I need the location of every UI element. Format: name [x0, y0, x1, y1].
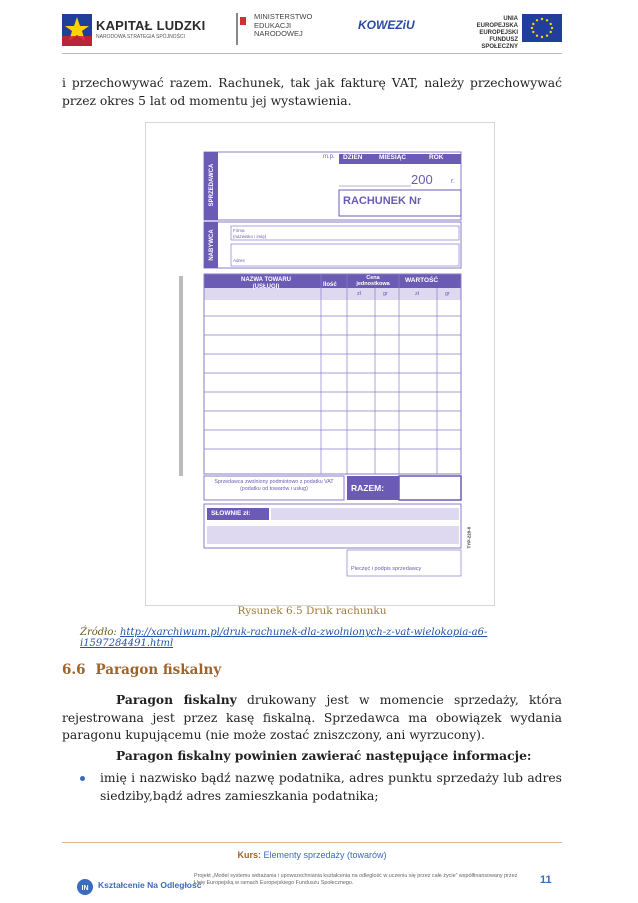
column-wartosc: WARTOŚĆ: [405, 277, 439, 284]
ministry-emblem-icon: [228, 13, 250, 45]
source-label: Źródło:: [80, 627, 120, 638]
kapital-ludzki-logo: [62, 12, 212, 48]
eu-text: UNIA EUROPEJSKA EUROPEJSKI FUNDUSZ SPOŁECZNY: [476, 16, 518, 50]
slownie-label: SŁOWNIE zł:: [211, 510, 251, 517]
wartosc-zl: zł: [415, 291, 419, 297]
logo-title: KAPITAŁ LUDZKI: [96, 18, 206, 33]
nazwisko-label: (nazwisko i imię): [233, 234, 267, 239]
project-note: Projekt „Model systemu wdrażania i upowszechniania kształcenia na odległość w uczeniu się przez całe życie” współfinansowany przez Unię Europejską w ramach Europejskiego Funduszu Społecznego.: [194, 873, 518, 886]
paragraph-3: Paragon fiskalny powinien zawierać następujące informacje:: [116, 748, 532, 763]
typ-label: TYP-220-6: [466, 526, 472, 549]
year-suffix: r.: [451, 178, 455, 185]
nabywca-label: NABYWCA: [209, 229, 215, 261]
cena-gr: gr: [383, 291, 388, 297]
kapital-ludzki-icon: [62, 14, 92, 46]
figure-source: [80, 627, 570, 649]
section-title: Paragon fiskalny: [95, 662, 222, 678]
koweziu-text: KOWEZiU: [358, 18, 415, 32]
paragraph-2: [62, 691, 562, 745]
rachunek-title: RACHUNEK Nr: [343, 195, 422, 207]
section-heading: [62, 662, 221, 678]
zwolniony-text: Sprzedawca zwolniony podmiotowo z podatku VAT (podatku od towarów i usług): [214, 479, 334, 492]
cena-zl: zł: [357, 291, 361, 297]
course-label-key: Kurs:: [237, 850, 261, 860]
firma-label: Firma: [233, 228, 245, 233]
ministry-name: MINISTERSTWO EDUKACJI NARODOWEJ: [254, 12, 313, 39]
course-label: [62, 850, 562, 860]
footer-logo: [76, 874, 202, 900]
footer-divider: [62, 842, 562, 843]
ministerstwo-logo: [228, 13, 338, 45]
year-prefix: 200: [411, 172, 433, 187]
source-link[interactable]: http://xarchiwum.pl/druk-rachunek-dla-zwolnionych-z-vat-wielokopia-a6-i1597284491.html: [80, 627, 488, 649]
column-ilosc: Ilość: [323, 282, 337, 288]
paragraph-1: i przechowywać razem. Rachunek, tak jak fakturę VAT, należy przechowywać przez okres 5 lat od momentu jej wystawienia.: [62, 76, 562, 108]
figure-caption: Rysunek 6.5 Druk rachunku: [237, 605, 387, 617]
invoice-image: [171, 146, 472, 589]
sprzedawca-label-box: [205, 162, 219, 212]
section-number: 6.6: [62, 662, 86, 678]
day-label: DZIEN: [343, 154, 363, 161]
razem-label: RAZEM:: [351, 483, 385, 493]
mp-label: m.p.: [323, 154, 335, 160]
invoice-form: [171, 146, 469, 589]
eu-flag-icon: [522, 14, 562, 42]
koweziu-logo: [358, 12, 413, 46]
wartosc-gr: gr: [445, 291, 450, 297]
eu-logo: [462, 14, 562, 50]
month-label: MIESIĄC: [379, 154, 407, 161]
bullet-icon: [80, 776, 85, 781]
course-label-value: Elementy sprzedaży (towarów): [263, 850, 387, 860]
paragraph-2-term: Paragon fiskalny: [116, 692, 237, 707]
sprzedawca-label: SPRZEDAWCA: [209, 163, 215, 207]
year-label: ROK: [429, 154, 444, 161]
list-item-text: imię i nazwisko bądź nazwę podatnika, adres punktu sprzedaży lub adres siedziby,bądź adres zamieszkania podatnika;: [100, 771, 562, 803]
nabywca-label-box: [205, 224, 219, 268]
adres-label: Adres: [233, 258, 245, 263]
footer-logo-text: Kształcenie Na Odległość: [98, 880, 202, 890]
column-nazwa: NAZWA TOWARU (USŁUGI): [241, 277, 291, 290]
page-number: 11: [540, 874, 552, 886]
header-divider: [62, 53, 562, 54]
column-cena: Cena jednostkowa: [356, 275, 390, 287]
svg-text:IN: IN: [81, 885, 89, 892]
kno-logo-icon: [76, 878, 94, 896]
logo-subtitle: NARODOWA STRATEGIA SPÓJNOŚCI: [96, 34, 185, 40]
paragraph-2-text: drukowany jest w momencie sprzedaży, która rejestrowana jest przez kasę fiskalną. Sprzedawca ma obowiązek wydania paragonu kupującemu (nie może zostać zniszczony, ani wyrzucony).: [62, 693, 562, 742]
pieczec-label: Pieczęć i podpis sprzedawcy: [351, 566, 422, 572]
